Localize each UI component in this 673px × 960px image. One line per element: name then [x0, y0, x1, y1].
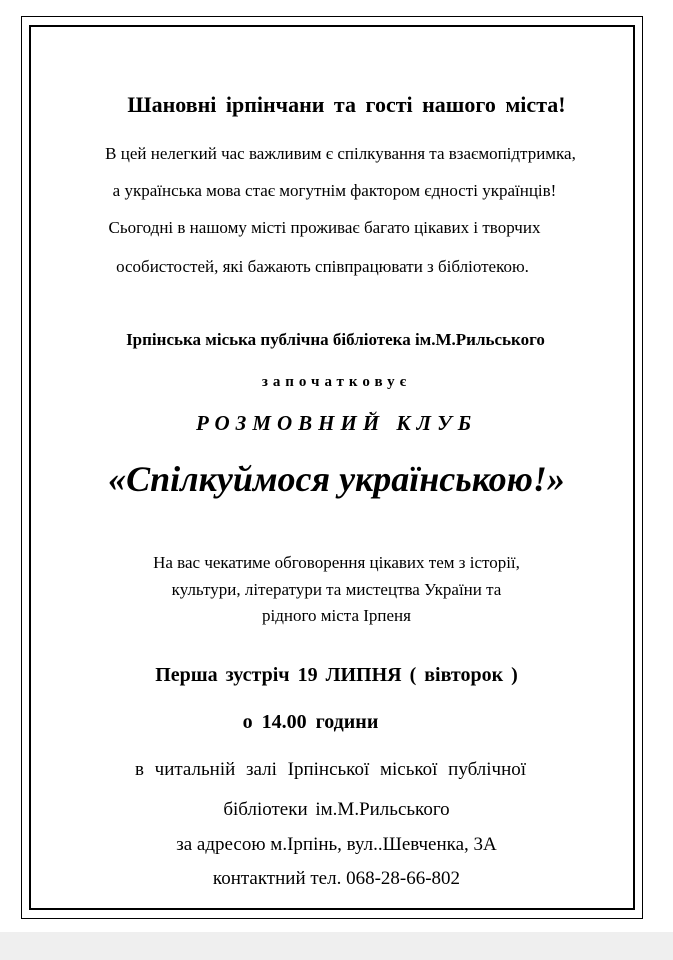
library-name: Ірпінська міська публічна бібліотека ім.М.Рильського: [126, 330, 545, 349]
club-label: РОЗМОВНИЙ КЛУБ: [195, 411, 478, 435]
description-line-1: На вас чекатиме обговорення цікавих тем з історії,: [153, 553, 520, 572]
description-line-2: культури, літератури та мистецтва України та: [171, 580, 502, 599]
first-meeting-date: Перша зустріч 19 ЛИПНЯ ( вівторок ): [155, 664, 518, 686]
club-name: «Спілкуймося українською!»: [108, 459, 565, 499]
intro-line-3: Сьогодні в нашому місті проживає багато цікавих і творчих: [108, 218, 541, 237]
intro-line-4: особистостей, які бажають співпрацювати з бібліотекою.: [116, 257, 529, 276]
venue-phone: контактний тел. 068-28-66-802: [212, 868, 461, 889]
meeting-time: о 14.00 години: [242, 711, 379, 733]
intro-line-1: В цей нелегкий час важливим є спілкування та взаємопідтримка,: [105, 144, 576, 163]
intro-line-2: а українська мова стає могутнім фактором єдності українців!: [112, 181, 557, 200]
launches-text: започатковує: [261, 374, 412, 390]
bottom-strip: [0, 932, 673, 960]
venue-address: за адресою м.Ірпінь, вул..Шевченка, 3А: [176, 834, 497, 855]
venue-line-2: бібліотеки ім.М.Рильського: [223, 799, 450, 820]
greeting-heading: Шановні ірпінчани та гості нашого міста!: [127, 92, 566, 117]
description-line-3: рідного міста Ірпеня: [262, 606, 411, 625]
venue-line-1: в читальній залі Ірпінської міської публічної: [134, 759, 527, 780]
